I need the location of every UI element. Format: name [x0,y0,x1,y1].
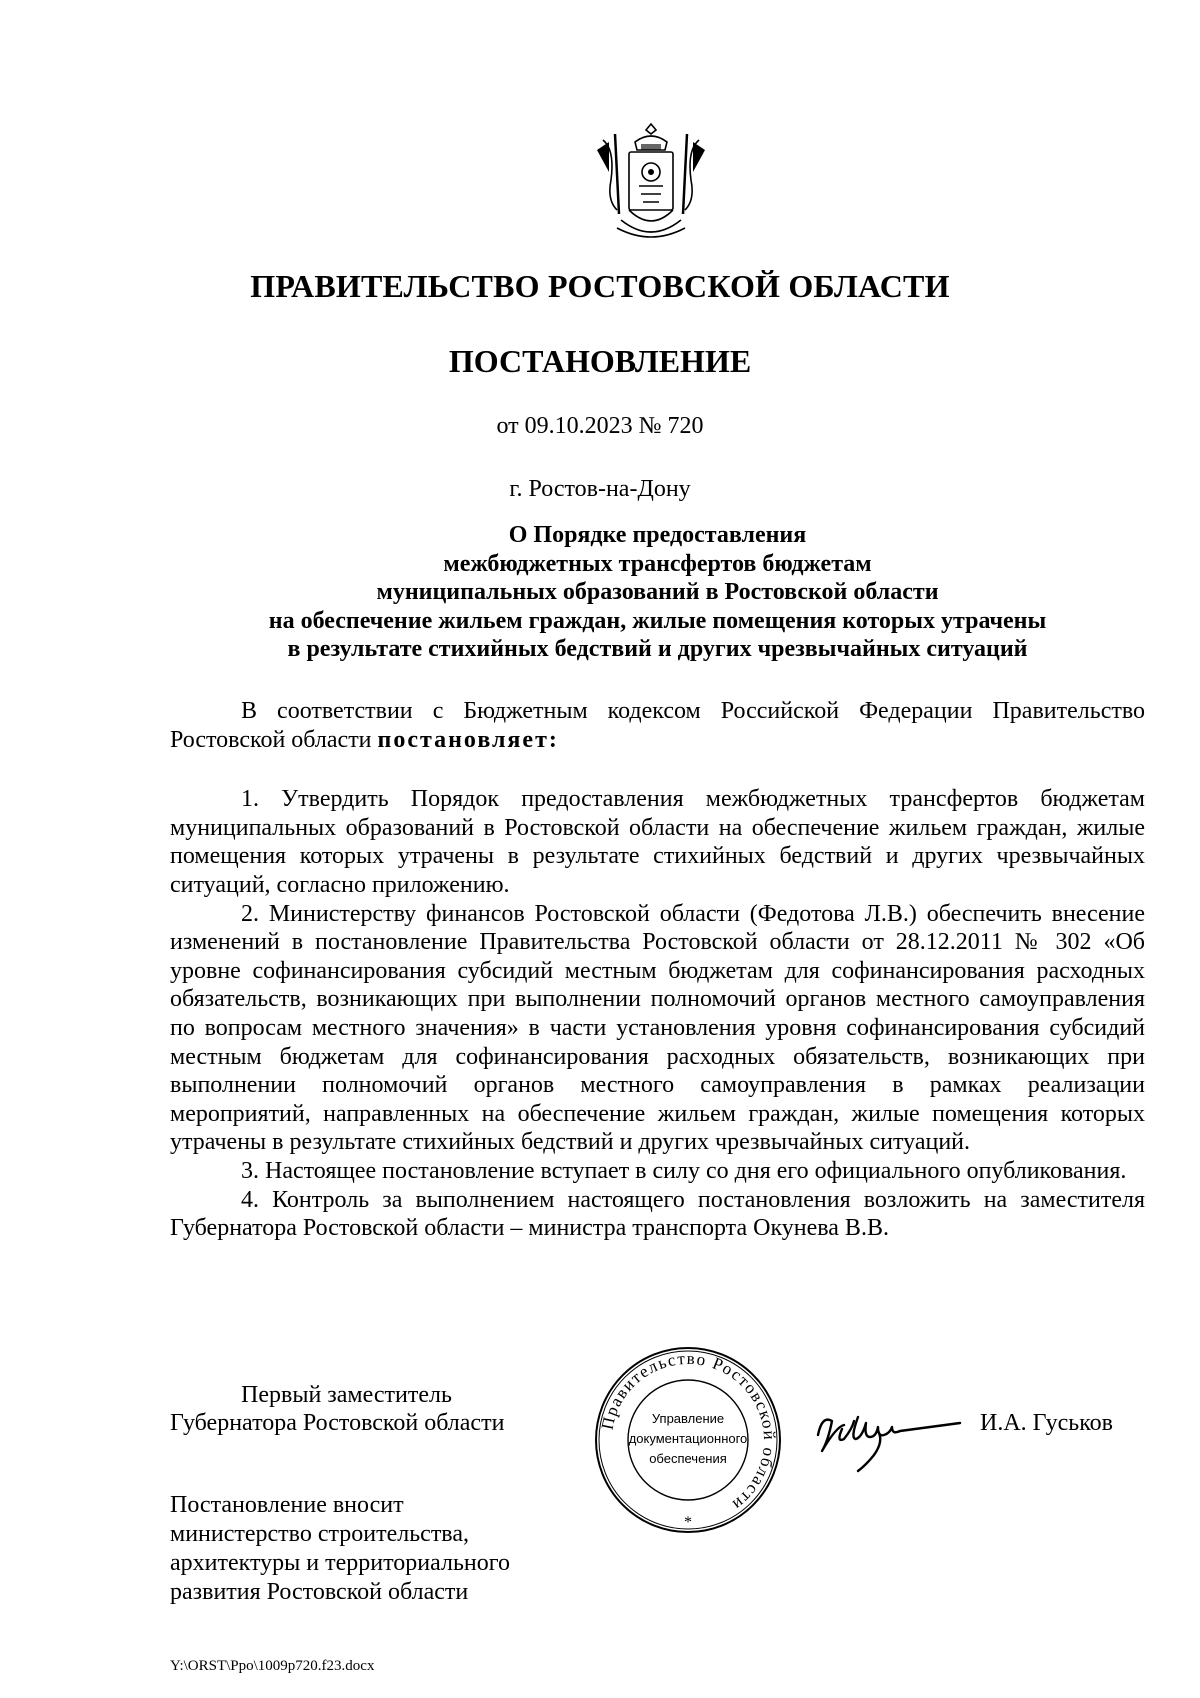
document-body [170,697,1145,1243]
handwritten-signature [808,1395,978,1475]
document-type: ПОСТАНОВЛЕНИЕ [448,343,752,379]
introduced-by: Постановление вносит министерство строительства, архитектуры и территориального развития Ростовской области [170,1492,510,1605]
document-subject [170,521,1145,664]
item-3: 3. Настоящее постановление вступает в силу со дня его официального опубликования. [241,1157,1127,1184]
subject-line: муниципальных образований в Ростовской области [376,579,939,606]
stamp-center-line: обеспечения [649,1451,727,1466]
subject-line: на обеспечение жильем граждан, жилые помещения которых утрачены [268,607,1047,634]
signer-position-line2: Губернатора Ростовской области [170,1410,505,1436]
file-path: Y:\ORST\Ppo\1009p720.f23.docx [170,1658,375,1674]
item-1: 1. Утвердить Порядок предоставления межбюджетных трансфертов бюджетам муниципальных образований в Ростовской области на обеспечение жильем граждан, жилые помещения которых утрачены в результате стихийных бедствий и других чрезвычайных ситуаций, согласно приложению. [170,786,1145,898]
signer-position-line1: Первый заместитель [241,1382,452,1408]
stamp-star: * [684,1514,692,1531]
preamble [170,697,1145,754]
document-city: г. Ростов-на-Дону [509,476,691,502]
document-date-number: от 09.10.2023 № 720 [496,413,704,439]
organization-title: ПРАВИТЕЛЬСТВО РОСТОВСКОЙ ОБЛАСТИ [250,268,950,304]
official-stamp [593,1345,783,1535]
subject-line: в результате стихийных бедствий и других чрезвычайных ситуаций [287,636,1028,663]
resolves-word: постановляет: [377,726,559,753]
stamp-center-line: Управление [651,1411,725,1426]
stamp-ring-text: Правительство Ростовской области [597,1348,780,1516]
subject-line: О Порядке предоставления [508,522,807,548]
coat-of-arms-icon [595,120,707,244]
stamp-center-line: документационного [628,1431,748,1446]
item-4: 4. Контроль за выполнением настоящего постановления возложить на заместителя Губернатора Ростовской области – министра транспорта Окунева В.В. [170,1186,1145,1242]
signer-name: И.А. Гуськов [980,1410,1113,1436]
item-2: 2. Министерству финансов Ростовской области (Федотова Л.В.) обеспечить внесение изменений в постановление Правительства Ростовской области от 28.12.2011 № 302 «Об уровне софинансирования субсидий местным бюджетам для софинансирования расходных обязательств, возникающих при выполнении полномочий органов местного самоуправления по вопросам местного значения» в части установления уровня софинансирования субсидий местным бюджетам для софинансирования расходных обязательств, возникающих при выполнении полномочий органов местного самоуправления в рамках реализации мероприятий, направленных на обеспечение жильем граждан, жилые помещения которых утрачены в результате стихийных бедствий и других чрезвычайных ситуаций. [170,900,1145,1156]
subject-line: межбюджетных трансфертов бюджетам [443,550,872,577]
preamble-text: В соответствии с Бюджетным кодексом Российской Федерации Правительство Ростовской области [170,698,1145,753]
